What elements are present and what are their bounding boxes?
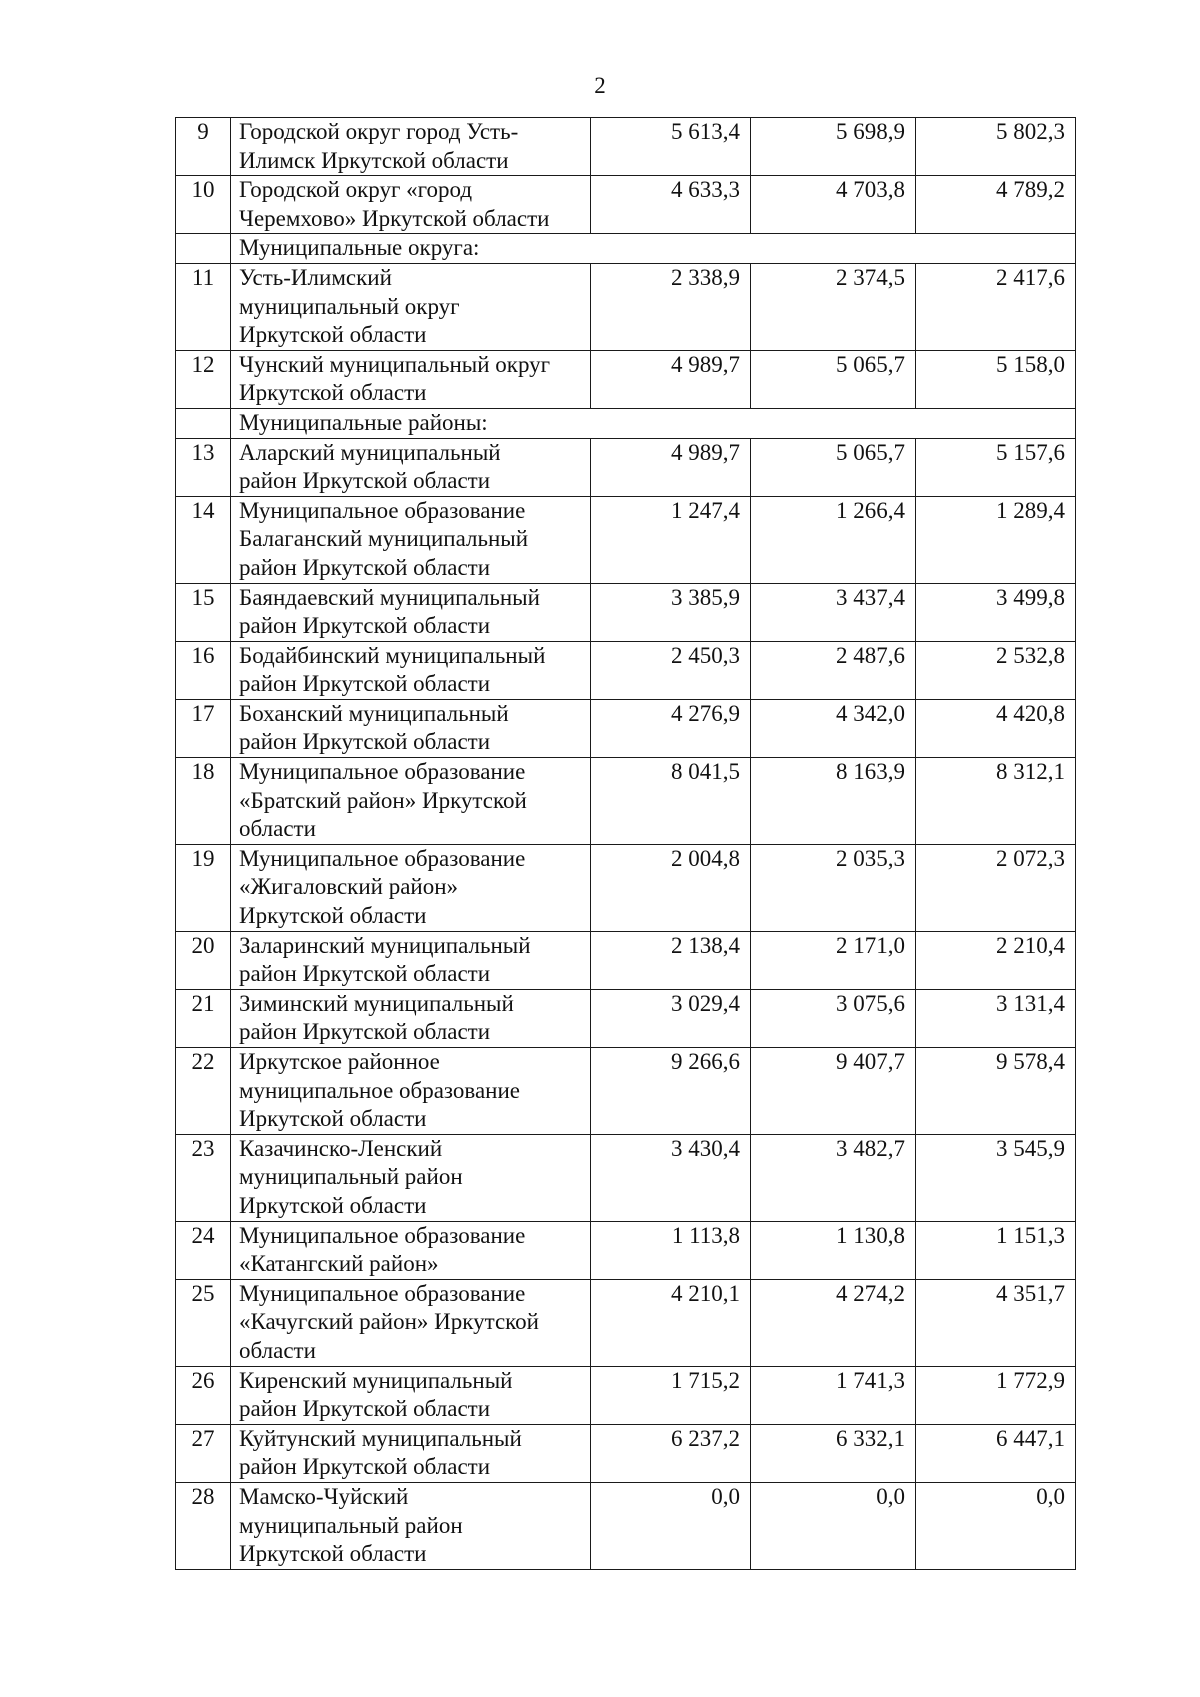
row-number: 25: [176, 1279, 231, 1366]
municipality-name-line: Муниципальное образование: [239, 759, 526, 785]
municipality-name-line: район Иркутской области: [239, 961, 491, 987]
amount-year-1: 2 338,9: [591, 263, 751, 350]
table-row: [176, 1366, 1076, 1424]
row-number: 18: [176, 758, 231, 845]
row-number: 24: [176, 1221, 231, 1279]
amount-year-3: 9 578,4: [916, 1048, 1076, 1135]
row-number: 22: [176, 1048, 231, 1135]
municipality-name-line: район Иркутской области: [239, 1454, 491, 1480]
page-number: 2: [594, 73, 606, 98]
amount-year-3: 1 151,3: [916, 1221, 1076, 1279]
municipality-name-line: Городской округ город Усть-: [239, 119, 519, 144]
municipality-name-line: Иркутской области: [239, 1541, 427, 1567]
municipality-name-line: Мамско-Чуйский: [239, 1483, 409, 1509]
municipality-name: [231, 118, 591, 176]
amount-year-1: 4 633,3: [591, 176, 751, 234]
row-number: 12: [176, 350, 231, 408]
amount-year-2: 5 065,7: [751, 350, 916, 408]
amount-year-3: 4 789,2: [916, 176, 1076, 234]
table-body: [176, 118, 1076, 1570]
municipality-name: [231, 1134, 591, 1221]
municipality-name: [231, 496, 591, 583]
municipality-name: [231, 583, 591, 641]
amount-year-1: 2 004,8: [591, 844, 751, 931]
amount-year-1: 2 138,4: [591, 931, 751, 989]
municipality-name-line: «Катангский район»: [239, 1251, 439, 1277]
amount-year-3: 2 210,4: [916, 931, 1076, 989]
municipality-name-line: Иркутской области: [239, 1106, 427, 1132]
table-row: [176, 641, 1076, 699]
municipality-name-line: муниципальный район: [239, 1164, 463, 1190]
municipality-name-line: район Иркутской области: [239, 1019, 491, 1045]
municipality-name: [231, 350, 591, 408]
amount-year-3: 5 158,0: [916, 350, 1076, 408]
municipality-name-line: район Иркутской области: [239, 729, 491, 755]
amount-year-1: 3 385,9: [591, 583, 751, 641]
municipality-name-line: «Качугский район» Иркутской: [239, 1309, 539, 1335]
municipality-name: [231, 263, 591, 350]
amount-year-3: 6 447,1: [916, 1424, 1076, 1482]
municipality-name-line: Муниципальное образование: [239, 1222, 526, 1248]
section-label: Муниципальные районы:: [231, 408, 1076, 438]
table-row: [176, 1134, 1076, 1221]
row-number-cell: [176, 408, 231, 438]
municipality-name-line: Городской округ «город: [239, 177, 473, 203]
row-number: 21: [176, 989, 231, 1047]
amount-year-1: 3 029,4: [591, 989, 751, 1047]
municipality-name-line: Илимск Иркутской области: [239, 147, 509, 173]
municipality-name: [231, 1221, 591, 1279]
amount-year-1: 4 989,7: [591, 438, 751, 496]
municipality-name: [231, 989, 591, 1047]
amount-year-2: 3 482,7: [751, 1134, 916, 1221]
row-number: 28: [176, 1482, 231, 1569]
municipality-name-line: «Жигаловский район»: [239, 874, 459, 900]
municipality-name-line: Муниципальное образование: [239, 845, 526, 871]
table-row: [176, 1048, 1076, 1135]
municipality-name: [231, 176, 591, 234]
amount-year-3: 5 802,3: [916, 118, 1076, 176]
amount-year-1: 1 715,2: [591, 1366, 751, 1424]
row-number: 9: [176, 118, 231, 176]
table-row: [176, 844, 1076, 931]
amount-year-1: 3 430,4: [591, 1134, 751, 1221]
municipality-name: [231, 1048, 591, 1135]
amount-year-2: 3 437,4: [751, 583, 916, 641]
municipality-name-line: муниципальный округ: [239, 293, 460, 319]
table-row: [176, 1482, 1076, 1569]
municipality-name: [231, 758, 591, 845]
row-number: 14: [176, 496, 231, 583]
amount-year-1: 2 450,3: [591, 641, 751, 699]
municipality-name-line: Иркутской области: [239, 1192, 427, 1218]
amount-year-2: 4 342,0: [751, 699, 916, 757]
amount-year-3: 5 157,6: [916, 438, 1076, 496]
table-row: [176, 699, 1076, 757]
table-row: [176, 1279, 1076, 1366]
amount-year-3: 2 072,3: [916, 844, 1076, 931]
row-number: 20: [176, 931, 231, 989]
municipality-name: [231, 699, 591, 757]
table-row: [176, 758, 1076, 845]
municipality-name-line: район Иркутской области: [239, 1396, 491, 1422]
municipality-name: [231, 1366, 591, 1424]
municipality-name-line: Боханский муниципальный: [239, 700, 509, 726]
municipality-name-line: Иркутской области: [239, 380, 427, 406]
municipality-name-line: район Иркутской области: [239, 468, 491, 494]
amount-year-3: 1 772,9: [916, 1366, 1076, 1424]
amount-year-1: 4 210,1: [591, 1279, 751, 1366]
table-row: [176, 438, 1076, 496]
amount-year-3: 3 131,4: [916, 989, 1076, 1047]
amount-year-2: 5 065,7: [751, 438, 916, 496]
amount-year-1: 1 113,8: [591, 1221, 751, 1279]
municipality-name: [231, 1482, 591, 1569]
section-label: Муниципальные округа:: [231, 234, 1076, 264]
amount-year-2: 5 698,9: [751, 118, 916, 176]
municipality-name: [231, 438, 591, 496]
amount-year-3: 3 545,9: [916, 1134, 1076, 1221]
row-number: 10: [176, 176, 231, 234]
municipality-name-line: Зиминский муниципальный: [239, 990, 514, 1016]
municipality-name-line: Заларинский муниципальный: [239, 932, 531, 958]
amount-year-1: 4 276,9: [591, 699, 751, 757]
municipality-name-line: Бодайбинский муниципальный: [239, 642, 546, 668]
amount-year-1: 5 613,4: [591, 118, 751, 176]
amount-year-3: 4 351,7: [916, 1279, 1076, 1366]
municipality-name-line: Муниципальное образование: [239, 497, 526, 523]
table-row: [176, 583, 1076, 641]
table-row: [176, 989, 1076, 1047]
amount-year-2: 1 266,4: [751, 496, 916, 583]
row-number: 19: [176, 844, 231, 931]
municipality-name-line: Аларский муниципальный: [239, 439, 501, 465]
section-header-row: [176, 234, 1076, 264]
municipality-name-line: Черемхово» Иркутской области: [239, 205, 550, 231]
amount-year-2: 2 035,3: [751, 844, 916, 931]
table-row: [176, 118, 1076, 176]
municipality-name-line: Баяндаевский муниципальный: [239, 584, 540, 610]
municipality-name: [231, 931, 591, 989]
table-row: [176, 1424, 1076, 1482]
municipality-name-line: район Иркутской области: [239, 613, 491, 639]
row-number: 16: [176, 641, 231, 699]
municipality-name-line: муниципальное образование: [239, 1077, 520, 1103]
amount-year-1: 4 989,7: [591, 350, 751, 408]
amount-year-3: 4 420,8: [916, 699, 1076, 757]
row-number: 26: [176, 1366, 231, 1424]
table-row: [176, 496, 1076, 583]
amount-year-3: 8 312,1: [916, 758, 1076, 845]
municipality-name-line: район Иркутской области: [239, 554, 491, 580]
table-row: [176, 1221, 1076, 1279]
municipality-name-line: области: [239, 816, 316, 842]
municipality-name-line: Иркутское районное: [239, 1049, 440, 1074]
municipality-name-line: Муниципальное образование: [239, 1280, 526, 1306]
municipality-name-line: области: [239, 1337, 316, 1363]
row-number: 13: [176, 438, 231, 496]
municipality-name-line: Усть-Илимский: [239, 264, 392, 290]
municipality-name-line: муниципальный район: [239, 1512, 463, 1538]
municipality-name: [231, 844, 591, 931]
row-number: 11: [176, 263, 231, 350]
municipality-name-line: Казачинско-Ленский: [239, 1135, 443, 1161]
municipality-name-line: Иркутской области: [239, 322, 427, 348]
amount-year-1: 0,0: [591, 1482, 751, 1569]
table-row: [176, 350, 1076, 408]
municipality-name-line: «Братский район» Иркутской: [239, 787, 527, 813]
table-row: [176, 176, 1076, 234]
municipality-name-line: Киренский муниципальный: [239, 1367, 513, 1393]
amount-year-1: 1 247,4: [591, 496, 751, 583]
municipality-name-line: район Иркутской области: [239, 671, 491, 697]
amount-year-2: 9 407,7: [751, 1048, 916, 1135]
amount-year-2: 1 130,8: [751, 1221, 916, 1279]
row-number-cell: [176, 234, 231, 264]
amount-year-3: 2 532,8: [916, 641, 1076, 699]
amount-year-3: 1 289,4: [916, 496, 1076, 583]
amount-year-2: 2 487,6: [751, 641, 916, 699]
budget-allocation-table: [175, 117, 1076, 1570]
amount-year-2: 0,0: [751, 1482, 916, 1569]
row-number: 23: [176, 1134, 231, 1221]
row-number: 17: [176, 699, 231, 757]
amount-year-2: 4 703,8: [751, 176, 916, 234]
amount-year-2: 6 332,1: [751, 1424, 916, 1482]
amount-year-1: 8 041,5: [591, 758, 751, 845]
table-row: [176, 263, 1076, 350]
amount-year-3: 0,0: [916, 1482, 1076, 1569]
amount-year-2: 4 274,2: [751, 1279, 916, 1366]
amount-year-1: 9 266,6: [591, 1048, 751, 1135]
table-row: [176, 931, 1076, 989]
municipality-name-line: Куйтунский муниципальный: [239, 1425, 522, 1451]
amount-year-2: 8 163,9: [751, 758, 916, 845]
amount-year-2: 3 075,6: [751, 989, 916, 1047]
row-number: 15: [176, 583, 231, 641]
municipality-name-line: Иркутской области: [239, 903, 427, 929]
municipality-name: [231, 1424, 591, 1482]
municipality-name-line: Балаганский муниципальный: [239, 526, 529, 552]
amount-year-3: 3 499,8: [916, 583, 1076, 641]
municipality-name: [231, 641, 591, 699]
section-header-row: [176, 408, 1076, 438]
amount-year-1: 6 237,2: [591, 1424, 751, 1482]
municipality-name: [231, 1279, 591, 1366]
row-number: 27: [176, 1424, 231, 1482]
amount-year-2: 2 171,0: [751, 931, 916, 989]
amount-year-3: 2 417,6: [916, 263, 1076, 350]
municipality-name-line: Чунский муниципальный округ: [239, 351, 551, 377]
amount-year-2: 1 741,3: [751, 1366, 916, 1424]
amount-year-2: 2 374,5: [751, 263, 916, 350]
